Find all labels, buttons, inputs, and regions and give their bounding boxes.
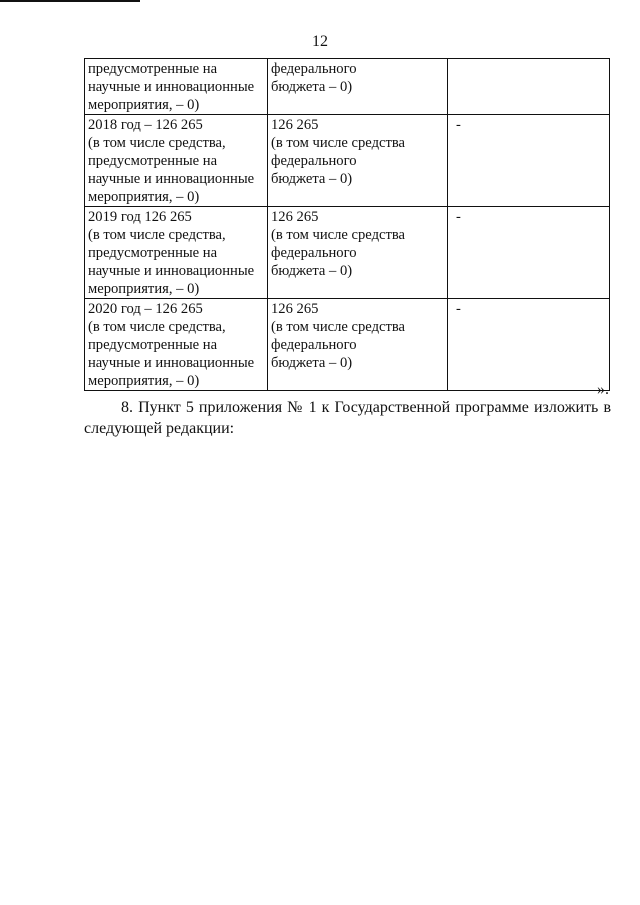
closing-quote: ». [597,381,609,398]
table-cell-funding-total: предусмотренные на научные и инновационные мероприятия, – 0) [85,59,268,115]
table-row [85,207,610,299]
table-row [85,59,610,115]
amendment-paragraph: 8. Пункт 5 приложения № 1 к Государственной программе изложить в следующей редакции: [84,399,611,437]
table-cell-federal-budget: федерального бюджета – 0) [268,59,448,115]
table-cell-other [448,59,610,115]
table-cell-other: - [448,115,610,207]
table-cell-other: - [448,299,610,391]
page-number: 12 [312,33,328,50]
table-cell-federal-budget: 126 265 (в том числе средства федерального бюджета – 0) [268,115,448,207]
table-cell-funding-total: 2019 год 126 265 (в том числе средства, предусмотренные на научные и инновационные мероприятия, – 0) [85,207,268,299]
table-row [85,299,610,391]
funding-table [84,58,610,391]
table-cell-federal-budget: 126 265 (в том числе средства федерального бюджета – 0) [268,299,448,391]
top-rule [0,0,140,2]
table-row [85,115,610,207]
table-cell-funding-total: 2020 год – 126 265 (в том числе средства, предусмотренные на научные и инновационные мероприятия, – 0) [85,299,268,391]
table-cell-federal-budget: 126 265 (в том числе средства федерального бюджета – 0) [268,207,448,299]
table-cell-funding-total: 2018 год – 126 265 (в том числе средства, предусмотренные на научные и инновационные мероприятия, – 0) [85,115,268,207]
table-cell-other: - [448,207,610,299]
